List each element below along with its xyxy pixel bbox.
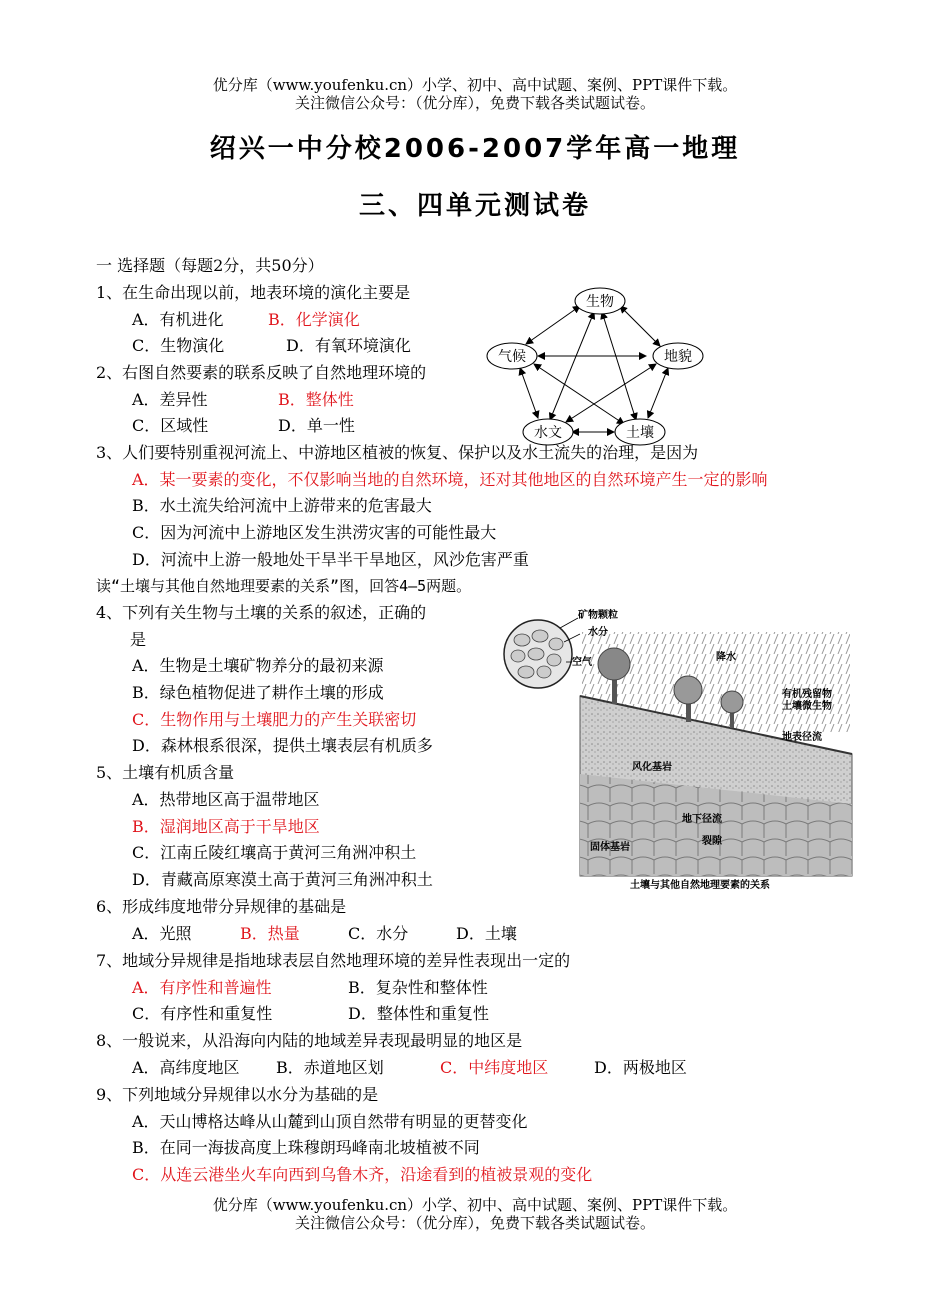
label-organic-residue: 有机残留物 xyxy=(782,689,832,700)
label-mineral-particles: 矿物颗粒 xyxy=(578,610,618,621)
q4-option-a: A．生物是土壤矿物养分的最初来源 xyxy=(132,656,384,675)
label-precipitation: 降水 xyxy=(716,652,736,663)
label-surface-runoff: 地表径流 xyxy=(782,732,822,743)
q4-option-b: B．绿色植物促进了耕作土壤的形成 xyxy=(132,683,384,702)
section-heading: 一 选择题（每题2分，共50分） xyxy=(96,256,324,275)
q3-option-d: D．河流中上游一般地处干旱半干旱地区，风沙危害严重 xyxy=(132,550,529,569)
elements-relation-diagram xyxy=(480,284,710,454)
q7-option-a: A．有序性和普遍性 xyxy=(132,978,272,997)
q6-option-a: A．光照 xyxy=(132,924,192,943)
q7-option-c: C．有序性和重复性 xyxy=(132,1004,273,1023)
q2-option-d: D．单一性 xyxy=(278,416,355,435)
q8-option-d: D．两极地区 xyxy=(594,1058,687,1077)
link-bio-soil xyxy=(602,312,636,420)
q6-stem: 6、形成纬度地带分异规律的基础是 xyxy=(96,897,347,916)
q9-option-b: B．在同一海拔高度上珠穆朗玛峰南北坡植被不同 xyxy=(132,1138,480,1157)
q1-stem: 1、在生命出现以前，地表环境的演化主要是 xyxy=(96,283,411,302)
q9-stem: 9、下列地域分异规律以水分为基础的是 xyxy=(96,1085,379,1104)
q6-option-b: B．热量 xyxy=(240,924,300,943)
q6-option-d: D．土壤 xyxy=(456,924,517,943)
q7-stem: 7、地域分异规律是指地球表层自然地理环境的差异性表现出一定的 xyxy=(96,951,571,970)
q8-option-b: B．赤道地区划 xyxy=(276,1058,384,1077)
q4-stem-cont: 是 xyxy=(130,630,147,649)
header-line-1: 优分库（www.youfenku.cn）小学、初中、高中试题、案例、PPT课件下载。 xyxy=(212,76,738,94)
q8-option-a: A．高纬度地区 xyxy=(132,1058,240,1077)
q5-option-c: C．江南丘陵红壤高于黄河三角洲冲积土 xyxy=(132,843,417,862)
reading-note: 读“土壤与其他自然地理要素的关系”图，回答4—5两题。 xyxy=(96,577,472,595)
link-bio-hydro xyxy=(550,312,594,420)
q5-option-b: B．湿润地区高于干旱地区 xyxy=(132,817,320,836)
q1-option-d: D．有氧环境演化 xyxy=(286,336,411,355)
soil-relation-figure xyxy=(500,604,860,896)
q6-option-c: C．水分 xyxy=(348,924,409,943)
page-subtitle: 三、四单元测试卷 xyxy=(358,191,591,221)
link-landform-soil xyxy=(648,368,668,418)
label-water: 水分 xyxy=(588,627,608,638)
q5-stem: 5、土壤有机质含量 xyxy=(96,763,235,782)
node-climate: 气候 xyxy=(498,349,526,365)
q9-option-c: C．从连云港坐火车向西到乌鲁木齐，沿途看到的植被景观的变化 xyxy=(132,1165,593,1184)
q1-option-b: B．化学演化 xyxy=(268,310,360,329)
link-climate-soil xyxy=(534,364,624,424)
q7-option-d: D．整体性和重复性 xyxy=(348,1004,489,1023)
node-hydrology: 水文 xyxy=(534,425,562,441)
q2-option-c: C．区域性 xyxy=(132,416,209,435)
header-line-2: 关注微信公众号：（优分库），免费下载各类试题试卷。 xyxy=(294,94,655,112)
q4-option-c: C．生物作用与土壤肥力的产生关联密切 xyxy=(132,710,417,729)
q8-option-c: C．中纬度地区 xyxy=(440,1058,549,1077)
footer-line-1: 优分库（www.youfenku.cn）小学、初中、高中试题、案例、PPT课件下载。 xyxy=(212,1196,738,1214)
q3-option-b: B．水土流失给河流中上游带来的危害最大 xyxy=(132,496,432,515)
q9-option-a: A．天山博格达峰从山麓到山顶自然带有明显的更替变化 xyxy=(132,1112,528,1131)
q1-option-c: C．生物演化 xyxy=(132,336,225,355)
node-landform: 地貌 xyxy=(664,349,692,365)
label-weathered-bedrock: 风化基岩 xyxy=(632,762,672,773)
link-bio-climate xyxy=(526,306,580,344)
q3-option-a: A．某一要素的变化，不仅影响当地的自然环境，还对其他地区的自然环境产生一定的影响 xyxy=(132,470,768,489)
label-solid-bedrock: 固体基岩 xyxy=(590,842,630,853)
node-biology: 生物 xyxy=(586,294,614,310)
q5-option-a: A．热带地区高于温带地区 xyxy=(132,790,320,809)
q1-option-a: A．有机进化 xyxy=(132,310,224,329)
q2-option-b: B．整体性 xyxy=(278,390,354,409)
label-air: 空气 xyxy=(572,657,592,668)
page-title: 绍兴一中分校2006-2007学年高一地理 xyxy=(209,134,741,164)
node-soil: 土壤 xyxy=(626,425,654,441)
q2-stem: 2、右图自然要素的联系反映了自然地理环境的 xyxy=(96,363,427,382)
link-bio-landform xyxy=(620,306,660,346)
label-soil-microbes: 土壤微生物 xyxy=(782,701,832,712)
q8-stem: 8、一般说来，从沿海向内陆的地域差异表现最明显的地区是 xyxy=(96,1031,523,1050)
link-climate-hydro xyxy=(520,368,538,418)
q3-stem: 3、人们要特别重视河流上、中游地区植被的恢复、保护以及水土流失的治理，是因为 xyxy=(96,443,699,462)
label-fissure: 裂隙 xyxy=(702,836,722,847)
q3-option-c: C．因为河流中上游地区发生洪涝灾害的可能性最大 xyxy=(132,523,497,542)
soil-particles-magnified xyxy=(504,620,572,688)
link-landform-hydro xyxy=(566,364,656,422)
label-groundwater-runoff: 地下径流 xyxy=(682,814,722,825)
q2-option-a: A．差异性 xyxy=(132,390,208,409)
q5-option-d: D．青藏高原寒漠土高于黄河三角洲冲积土 xyxy=(132,870,433,889)
q4-option-d: D．森林根系很深，提供土壤表层有机质多 xyxy=(132,736,433,755)
figure-caption: 土壤与其他自然地理要素的关系 xyxy=(630,880,770,891)
q7-option-b: B．复杂性和整体性 xyxy=(348,978,488,997)
q4-stem: 4、下列有关生物与土壤的关系的叙述，正确的 xyxy=(96,603,427,622)
footer-line-2: 关注微信公众号：（优分库），免费下载各类试题试卷。 xyxy=(294,1214,655,1232)
